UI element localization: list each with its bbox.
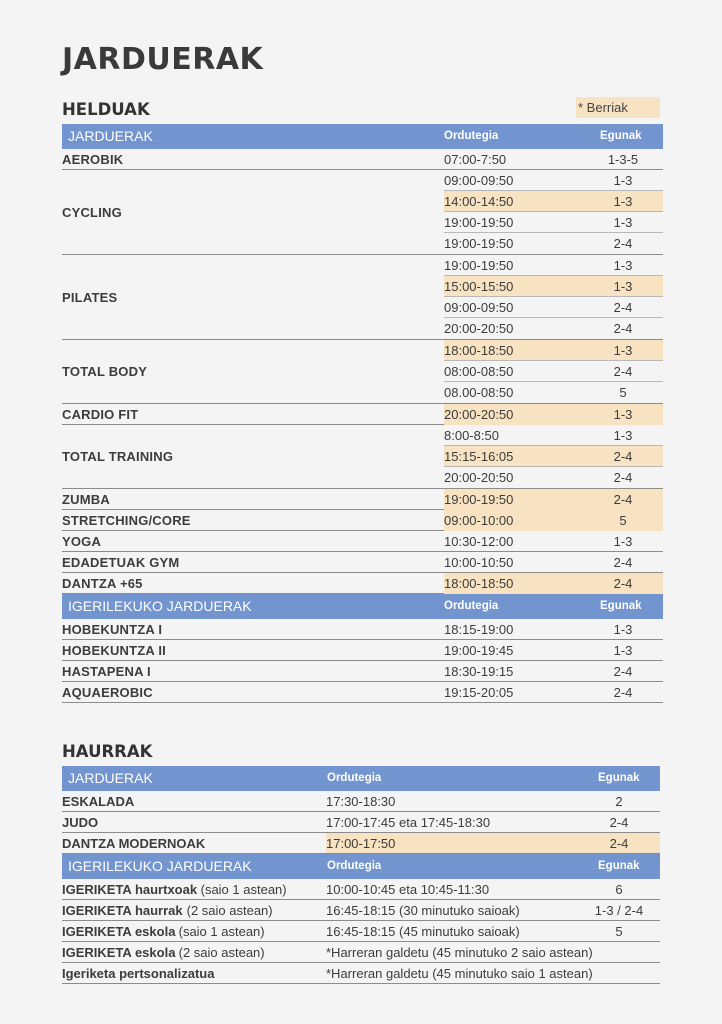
slot-time: 19:00-19:50 xyxy=(444,492,514,507)
schedule-slot xyxy=(444,404,663,425)
schedule-slot xyxy=(444,212,663,233)
slot-time: 10:00-10:50 xyxy=(444,555,514,570)
activity-name: CYCLING xyxy=(62,204,122,220)
activity-name: IGERIKETA haurrak xyxy=(62,903,183,918)
activity-row xyxy=(62,791,660,812)
activity-name: DANTZA MODERNOAK xyxy=(62,836,206,851)
activity-row xyxy=(62,833,660,854)
activity-group xyxy=(62,170,663,255)
slot-days: 1-3 xyxy=(613,215,633,230)
activity-name: ESKALADA xyxy=(62,794,135,809)
activity-name: PILATES xyxy=(62,289,118,305)
schedule-slot xyxy=(444,531,663,552)
slot-time: 19:00-19:50 xyxy=(444,258,514,273)
table-header xyxy=(62,854,660,879)
kids-schedule-table xyxy=(62,766,660,984)
activity-row xyxy=(62,963,660,984)
activity-note: (2 saio astean) xyxy=(183,903,273,918)
slot-time: 20:00-20:50 xyxy=(444,470,514,485)
header-schedule: Ordutegia xyxy=(444,130,499,142)
slot-days: 2-4 xyxy=(613,300,633,315)
table-header xyxy=(62,766,660,791)
slot-days: 1-3 xyxy=(613,343,633,358)
slot-time: 15:00-15:50 xyxy=(444,279,514,294)
activity-name: ZUMBA xyxy=(62,491,110,507)
activity-group xyxy=(62,340,663,404)
activity-name: HOBEKUNTZA I xyxy=(62,621,163,637)
activity-name: TOTAL BODY xyxy=(62,364,148,379)
slot-days: 2-4 xyxy=(609,815,629,830)
slot-time: 15:15-16:05 xyxy=(444,449,514,464)
slot-days: 1-3 xyxy=(613,643,633,658)
slot-time: 16:45-18:15 (45 minutuko saioak) xyxy=(326,924,520,939)
slot-time: 19:15-20:05 xyxy=(444,685,514,700)
slot-days: 2-4 xyxy=(613,664,633,679)
table-header xyxy=(62,124,663,149)
slot-time: 09:00-09:50 xyxy=(444,173,514,188)
activity-group xyxy=(62,510,663,531)
slot-days: 2-4 xyxy=(613,236,633,251)
schedule-slot xyxy=(444,467,663,488)
schedule-slot xyxy=(444,661,663,682)
slot-days: 1-3 xyxy=(613,279,633,294)
activity-name: IGERIKETA eskola xyxy=(62,945,176,960)
activity-group xyxy=(62,552,663,573)
schedule-slot xyxy=(444,425,663,446)
slot-time: 16:45-18:15 (30 minutuko saioak) xyxy=(326,903,520,918)
slot-time: 07:00-7:50 xyxy=(444,152,507,167)
schedule-slot xyxy=(444,682,663,703)
slot-days: 1-3 xyxy=(613,428,633,443)
header-days: Egunak xyxy=(598,860,640,872)
activity-group xyxy=(62,425,663,489)
slot-time: 10:30-12:00 xyxy=(444,534,514,549)
page-title: JARDUERAK xyxy=(62,42,264,77)
section-title-adults: HELDUAK xyxy=(62,100,150,119)
slot-days: 2-4 xyxy=(613,685,633,700)
activity-name: STRETCHING/CORE xyxy=(62,512,191,528)
schedule-slot xyxy=(444,340,663,361)
activity-group xyxy=(62,661,663,682)
slot-days: 2-4 xyxy=(613,555,633,570)
header-days: Egunak xyxy=(600,130,642,142)
schedule-slot xyxy=(444,489,663,510)
slot-time: 18:00-18:50 xyxy=(444,576,514,591)
slot-time: 18:15-19:00 xyxy=(444,622,514,637)
slot-days: 1-3-5 xyxy=(607,152,639,167)
activity-row xyxy=(62,812,660,833)
legend-new: * Berriak xyxy=(576,97,660,118)
activity-name: HASTAPENA I xyxy=(62,663,151,679)
header-activities: IGERILEKUKO JARDUERAK xyxy=(68,598,252,614)
activity-name: AEROBIK xyxy=(62,151,124,167)
activity-name: HOBEKUNTZA II xyxy=(62,642,166,658)
slot-time: 09:00-10:00 xyxy=(444,513,514,528)
schedule-slot xyxy=(444,297,663,318)
header-schedule: Ordutegia xyxy=(327,772,382,784)
schedule-slot xyxy=(444,170,663,191)
slot-days: 1-3 xyxy=(613,173,633,188)
activity-name: IGERIKETA haurtxoak xyxy=(62,882,198,897)
slot-time: 08.00-08:50 xyxy=(444,385,514,400)
activity-note: (2 saio astean) xyxy=(175,945,265,960)
slot-days: 5 xyxy=(619,513,627,528)
slot-time: 8:00-8:50 xyxy=(444,428,499,443)
slot-days: 1-3 xyxy=(613,258,633,273)
activity-group xyxy=(62,682,663,703)
schedule-slot xyxy=(444,149,663,170)
slot-time: 17:00-17:45 eta 17:45-18:30 xyxy=(326,815,491,830)
activity-name: EDADETUAK GYM xyxy=(62,554,180,570)
schedule-slot xyxy=(444,446,663,467)
schedule-slot xyxy=(444,552,663,573)
activity-row xyxy=(62,900,660,921)
slot-time: 20:00-20:50 xyxy=(444,321,514,336)
slot-time: 18:00-18:50 xyxy=(444,343,514,358)
slot-time: 18:30-19:15 xyxy=(444,664,514,679)
activity-name: TOTAL TRAINING xyxy=(62,449,174,464)
activity-name: IGERIKETA eskola xyxy=(62,924,176,939)
activity-group xyxy=(62,404,663,425)
activity-name: JUDO xyxy=(62,815,99,830)
slot-days: 1-3 xyxy=(613,534,633,549)
activity-name: Igeriketa pertsonalizatua xyxy=(62,966,215,981)
slot-days: 5 xyxy=(619,385,627,400)
slot-time: *Harreran galdetu (45 minutuko saio 1 astean) xyxy=(326,966,593,981)
header-days: Egunak xyxy=(600,600,642,612)
slot-days: 1-3 xyxy=(613,194,633,209)
activity-row xyxy=(62,879,660,900)
slot-days: 2-4 xyxy=(613,576,633,591)
slot-time: 17:00-17:50 xyxy=(326,836,396,851)
slot-time: 10:00-10:45 eta 10:45-11:30 xyxy=(326,882,490,897)
slot-days: 2 xyxy=(615,794,623,809)
header-activities: IGERILEKUKO JARDUERAK xyxy=(68,858,252,874)
header-activities: JARDUERAK xyxy=(68,770,153,786)
slot-time: 17:30-18:30 xyxy=(326,794,396,809)
activity-name: CARDIO FIT xyxy=(62,406,139,422)
schedule-slot xyxy=(444,361,663,382)
slot-time: 19:00-19:50 xyxy=(444,236,514,251)
schedule-slot xyxy=(444,191,663,212)
slot-days: 5 xyxy=(615,924,623,939)
activity-group xyxy=(62,573,663,594)
activity-row xyxy=(62,942,660,963)
header-activities: JARDUERAK xyxy=(68,128,153,144)
slot-days: 2-4 xyxy=(613,321,633,336)
slot-days: 2-4 xyxy=(613,470,633,485)
slot-days: 1-3 xyxy=(613,622,633,637)
slot-days: 1-3 / 2-4 xyxy=(594,903,644,918)
schedule-slot xyxy=(444,233,663,254)
schedule-slot xyxy=(444,619,663,640)
slot-time: 14:00-14:50 xyxy=(444,194,514,209)
slot-time: 09:00-09:50 xyxy=(444,300,514,315)
slot-time: 20:00-20:50 xyxy=(444,407,514,422)
slot-time: *Harreran galdetu (45 minutuko 2 saio astean) xyxy=(326,945,593,960)
slot-days: 6 xyxy=(615,882,623,897)
activity-name: DANTZA +65 xyxy=(62,575,143,591)
slot-days: 2-4 xyxy=(613,449,633,464)
activity-note: (saio 1 astean) xyxy=(175,924,265,939)
section-title-kids: HAURRAK xyxy=(62,742,153,761)
slot-days: 2-4 xyxy=(609,836,629,851)
activity-group xyxy=(62,255,663,340)
activity-name: AQUAEROBIC xyxy=(62,684,153,700)
activity-group xyxy=(62,149,663,170)
header-schedule: Ordutegia xyxy=(327,860,382,872)
schedule-slot xyxy=(444,276,663,297)
header-schedule: Ordutegia xyxy=(444,600,499,612)
activity-group xyxy=(62,619,663,640)
schedule-slot xyxy=(444,318,663,339)
activity-group xyxy=(62,489,663,510)
slot-time: 08:00-08:50 xyxy=(444,364,514,379)
activity-group xyxy=(62,531,663,552)
header-days: Egunak xyxy=(598,772,640,784)
slot-days: 2-4 xyxy=(613,364,633,379)
activity-note: (saio 1 astean) xyxy=(197,882,287,897)
activity-row xyxy=(62,921,660,942)
slot-days: 1-3 xyxy=(613,407,633,422)
schedule-slot xyxy=(444,573,663,594)
schedule-slot xyxy=(444,640,663,661)
slot-days: 2-4 xyxy=(613,492,633,507)
schedule-slot xyxy=(444,382,663,403)
schedule-slot xyxy=(444,510,663,531)
activity-name: YOGA xyxy=(62,533,102,549)
adults-schedule-table xyxy=(62,124,663,703)
activity-group xyxy=(62,640,663,661)
slot-time: 19:00-19:50 xyxy=(444,215,514,230)
schedule-slot xyxy=(444,255,663,276)
table-header xyxy=(62,594,663,619)
slot-time: 19:00-19:45 xyxy=(444,643,514,658)
